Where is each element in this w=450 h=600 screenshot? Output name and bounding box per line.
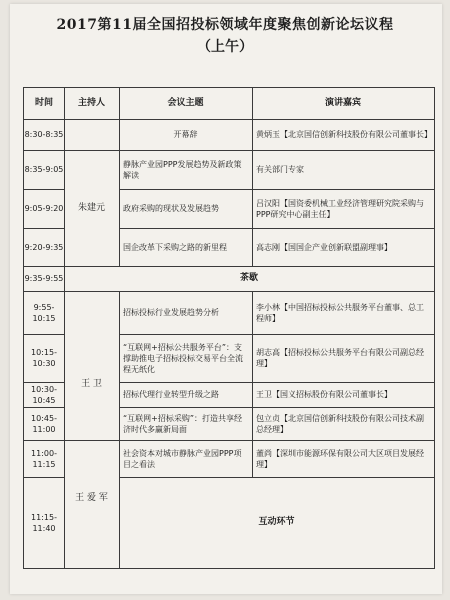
time-cell: 10:45-11:00 <box>31 413 57 434</box>
agenda-table <box>23 87 435 569</box>
speaker-cell: 李小林【中国招标投标公共服务平台董事、总工程师】 <box>256 302 424 323</box>
host-name: 王 卫 <box>81 378 102 389</box>
topic-cell: 招标投标行业发展趋势分析 <box>123 308 219 317</box>
topic-cell: 招标代理行业转型升级之路 <box>123 390 219 399</box>
topic-cell: 开幕辞 <box>173 130 198 139</box>
host-name: 朱建元 <box>77 202 105 213</box>
time-cell: 11:15-11:40 <box>31 512 57 533</box>
time-cell: 10:15-10:30 <box>31 348 57 368</box>
topic-cell: 国企改革下采购之路的新里程 <box>123 242 227 252</box>
time-cell: 9:55-10:15 <box>32 302 56 323</box>
speaker-cell: 吕汉阳【国资委机械工业经济管理研究院采购与PPP研究中心副主任】 <box>256 198 424 219</box>
speaker-cell: 包立贞【北京国信创新科技股份有限公司技术副总经理】 <box>256 413 424 434</box>
header-topic: 会议主题 <box>167 98 204 108</box>
topic-cell: “互联网+招标采购”：打造共享经济时代多赢新局面 <box>123 413 242 434</box>
speaker-cell: 董尚【深圳市能源环保有限公司大区项目发展经理】 <box>256 448 424 469</box>
page-title: 2017第11届全国招投标领域年度聚焦创新论坛议程 <box>56 17 394 33</box>
speaker-cell: 王卫【国义招标股份有限公司董事长】 <box>256 390 392 399</box>
time-cell: 8:35-9:05 <box>24 165 64 174</box>
topic-cell: 社会资本对城市静脉产业园PPP项目之看法 <box>123 448 242 469</box>
speaker-cell: 高志刚【国国企产业创新联盟副理事】 <box>256 242 392 252</box>
speaker-cell: 黄炳玉【北京国信创新科技股份有限公司董事长】 <box>256 130 432 139</box>
header-host: 主持人 <box>77 98 105 108</box>
header-time: 时间 <box>34 98 53 108</box>
speaker-cell: 胡志高【招标投标公共服务平台有限公司副总经理】 <box>256 348 424 368</box>
time-cell: 9:20-9:35 <box>24 242 64 252</box>
topic-cell: “互联网+招标公共服务平台”：支撑助推电子招标投标交易平台全流程无纸化 <box>123 342 243 374</box>
header-speaker: 演讲嘉宾 <box>324 98 361 108</box>
interactive-session-cell: 互动环节 <box>258 517 295 527</box>
time-cell: 8:30-8:35 <box>24 130 64 139</box>
time-cell: 11:00-11:15 <box>31 448 57 469</box>
tea-break-cell: 茶歇 <box>239 273 258 283</box>
topic-cell: 政府采购的现状及发展趋势 <box>123 204 219 213</box>
page-subtitle: （上午） <box>197 39 253 55</box>
time-cell: 10:30-10:45 <box>31 384 57 405</box>
time-cell: 9:05-9:20 <box>24 204 64 213</box>
time-cell: 9:35-9:55 <box>24 274 64 283</box>
topic-cell: 静脉产业园PPP发展趋势及新政策解读 <box>123 159 242 180</box>
host-name: 王 爱 军 <box>75 493 108 503</box>
speaker-cell: 有关部门专家 <box>256 165 304 174</box>
